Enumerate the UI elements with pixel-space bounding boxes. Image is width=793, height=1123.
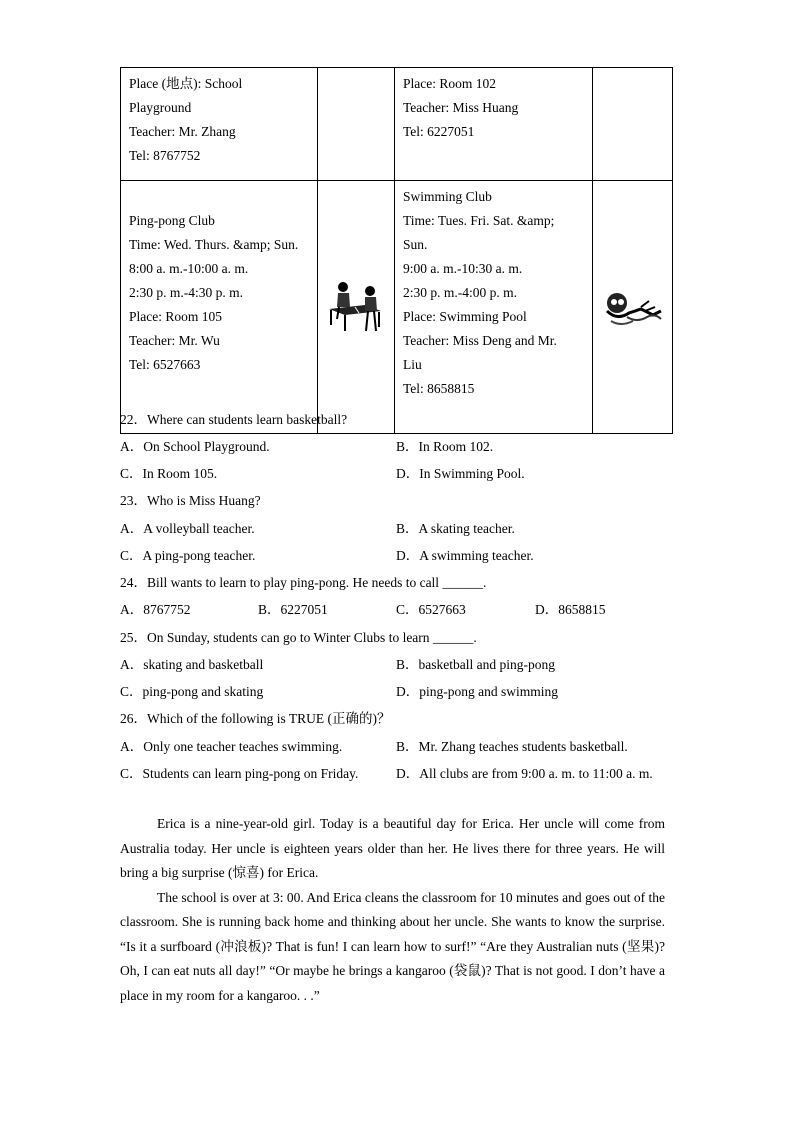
table-row <box>121 68 673 181</box>
option-a: A．8767752 <box>120 602 191 617</box>
option-a: A．skating and basketball <box>120 657 264 672</box>
question-22: 22．Where can students learn basketball? <box>120 412 348 427</box>
swimming-club-cell: Swimming Club Time: Tues. Fri. Sat. &amp; Sun. 9:00 a. m.-10:30 a. m. 2:30 p. m.-4:00 p. m. Place: Swimming Pool Teacher: Miss Deng and Mr. Liu Tel: 8658815 <box>395 181 593 434</box>
club-table <box>120 67 673 434</box>
question-26: 26．Which of the following is TRUE (正确的)？ <box>120 711 391 726</box>
option-a: A．A volleyball teacher. <box>120 521 255 536</box>
passage-paragraph: Erica is a nine-year-old girl. Today is a beautiful day for Erica. Her uncle will come from Australia today. Her uncle is eighteen years older than her. He lives there for three years. He will bring a big surprise (惊喜) for Erica. <box>120 816 665 880</box>
table-row <box>121 181 673 434</box>
option-b: B．Mr. Zhang teaches students basketball. <box>396 739 628 754</box>
empty-image-cell <box>593 68 673 181</box>
swimming-image-cell <box>593 181 673 434</box>
option-d: D．ping-pong and swimming <box>396 684 558 699</box>
swimmer-icon <box>601 287 665 331</box>
reading-passage <box>120 812 665 1008</box>
option-a: A．On School Playground. <box>120 439 270 454</box>
option-c: C．A ping-pong teacher. <box>120 548 256 563</box>
option-c: C．6527663 <box>396 602 466 617</box>
skating-club-cell: Place: Room 102 Teacher: Miss Huang Tel: 6227051 <box>395 68 593 181</box>
ping-pong-image-cell <box>318 181 395 434</box>
option-d: D．8658815 <box>535 602 606 617</box>
ping-pong-players-icon <box>325 279 387 339</box>
empty-image-cell <box>318 68 395 181</box>
option-d: D．A swimming teacher. <box>396 548 534 563</box>
option-b: B．In Room 102. <box>396 439 494 454</box>
option-c: C．ping-pong and skating <box>120 684 264 699</box>
question-24: 24．Bill wants to learn to play ping-pong. He needs to call ______. <box>120 575 487 590</box>
option-a: A．Only one teacher teaches swimming. <box>120 739 343 754</box>
question-23: 23．Who is Miss Huang? <box>120 493 261 508</box>
option-b: B．A skating teacher. <box>396 521 515 536</box>
ping-pong-club-cell: Ping-pong Club Time: Wed. Thurs. &amp; Sun. 8:00 a. m.-10:00 a. m. 2:30 p. m.-4:30 p. m. Place: Room 105 Teacher: Mr. Wu Tel: 6527663 <box>121 181 318 434</box>
option-d: D．All clubs are from 9:00 a. m. to 11:00 a. m. <box>396 766 653 781</box>
option-c: C．In Room 105. <box>120 466 218 481</box>
option-d: D．In Swimming Pool. <box>396 466 525 481</box>
question-25: 25．On Sunday, students can go to Winter Clubs to learn ______. <box>120 630 477 645</box>
basketball-club-cell: Place (地点): School Playground Teacher: Mr. Zhang Tel: 8767752 <box>121 68 318 181</box>
option-b: B．6227051 <box>258 602 328 617</box>
option-b: B．basketball and ping-pong <box>396 657 555 672</box>
passage-paragraph: The school is over at 3: 00. And Erica cleans the classroom for 10 minutes and goes out of the classroom. She is running back home and thinking about her uncle. She wants to know the surprise. “Is it a surfboard (冲浪板)? That is fun! I can learn how to surf!” “Are they Australian nuts (坚果)? Oh, I can eat nuts all day!” “Or maybe he brings a kangaroo (袋鼠)? That is not good. I don’t have a place in my room for a kangaroo. . .” <box>120 889 665 1003</box>
option-c: C．Students can learn ping-pong on Friday. <box>120 766 359 781</box>
